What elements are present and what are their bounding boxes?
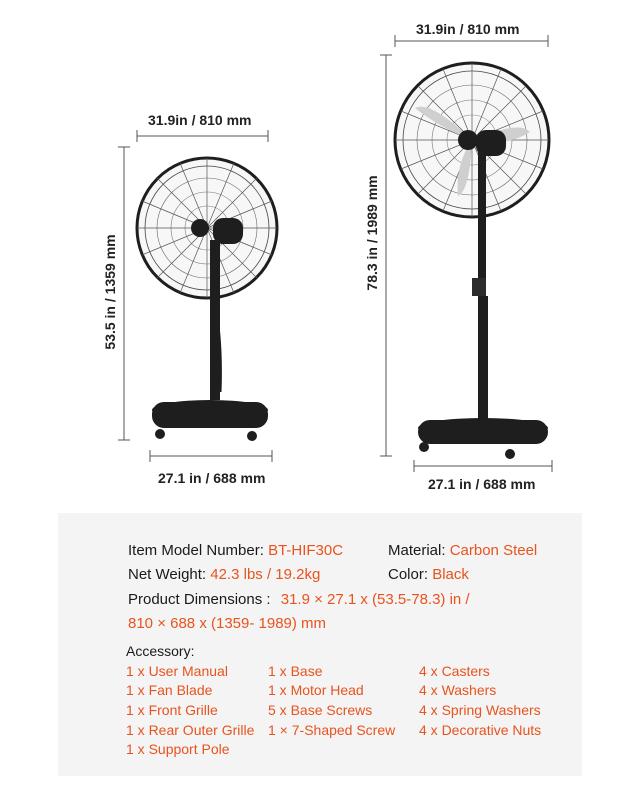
left-base-label: 27.1 in / 688 mm [158,470,266,486]
accessory-item: 1 x Motor Head [268,682,364,698]
product-dimensions-value-1: 31.9 × 27.1 x (53.5-78.3) in / [280,591,470,608]
model-number-label: Item Model Number: [128,542,264,559]
model-number-row [128,542,343,559]
net-weight-label: Net Weight: [128,566,207,583]
model-number-value: BT-HIF30C [268,542,344,559]
right-height-label: 78.3 in / 1989 mm [364,175,380,291]
product-dimensions-label: Product Dimensions : [128,591,271,608]
color-row [388,566,469,583]
left-fan [137,158,277,441]
left-width-label: 31.9in / 810 mm [148,112,252,128]
accessory-item: 5 x Base Screws [268,702,373,718]
accessory-item: 4 x Washers [419,682,497,698]
net-weight-value: 42.3 lbs / 19.2kg [210,566,321,583]
accessory-item: 1 x Front Grille [126,702,218,718]
net-weight-row [128,566,320,583]
accessory-item: 4 x Casters [419,663,490,679]
accessory-item: 4 x Spring Washers [419,702,541,718]
spec-panel [58,513,582,776]
material-row [388,542,537,559]
accessory-item: 1 x User Manual [126,663,228,679]
accessory-item: 1 x Fan Blade [126,682,213,698]
accessory-heading: Accessory: [126,643,195,659]
right-base-label: 27.1 in / 688 mm [428,476,536,492]
right-fan [395,63,549,459]
left-height-label: 53.5 in / 1359 mm [102,234,118,350]
accessory-item: 4 x Decorative Nuts [419,722,542,738]
product-dimensions-row [128,591,470,608]
right-width-label: 31.9in / 810 mm [416,21,520,37]
material-label: Material: [388,542,446,559]
accessory-item: 1 x Base [268,663,323,679]
color-label: Color: [388,566,429,583]
accessory-item: 1 x Rear Outer Grille [126,722,255,738]
accessory-item: 1 x Support Pole [126,741,230,757]
accessory-item: 1 × 7-Shaped Screw [268,722,396,738]
product-dimensions-value-2: 810 × 688 x (1359- 1989) mm [128,615,327,632]
color-value: Black [432,566,469,583]
material-value: Carbon Steel [449,542,538,559]
